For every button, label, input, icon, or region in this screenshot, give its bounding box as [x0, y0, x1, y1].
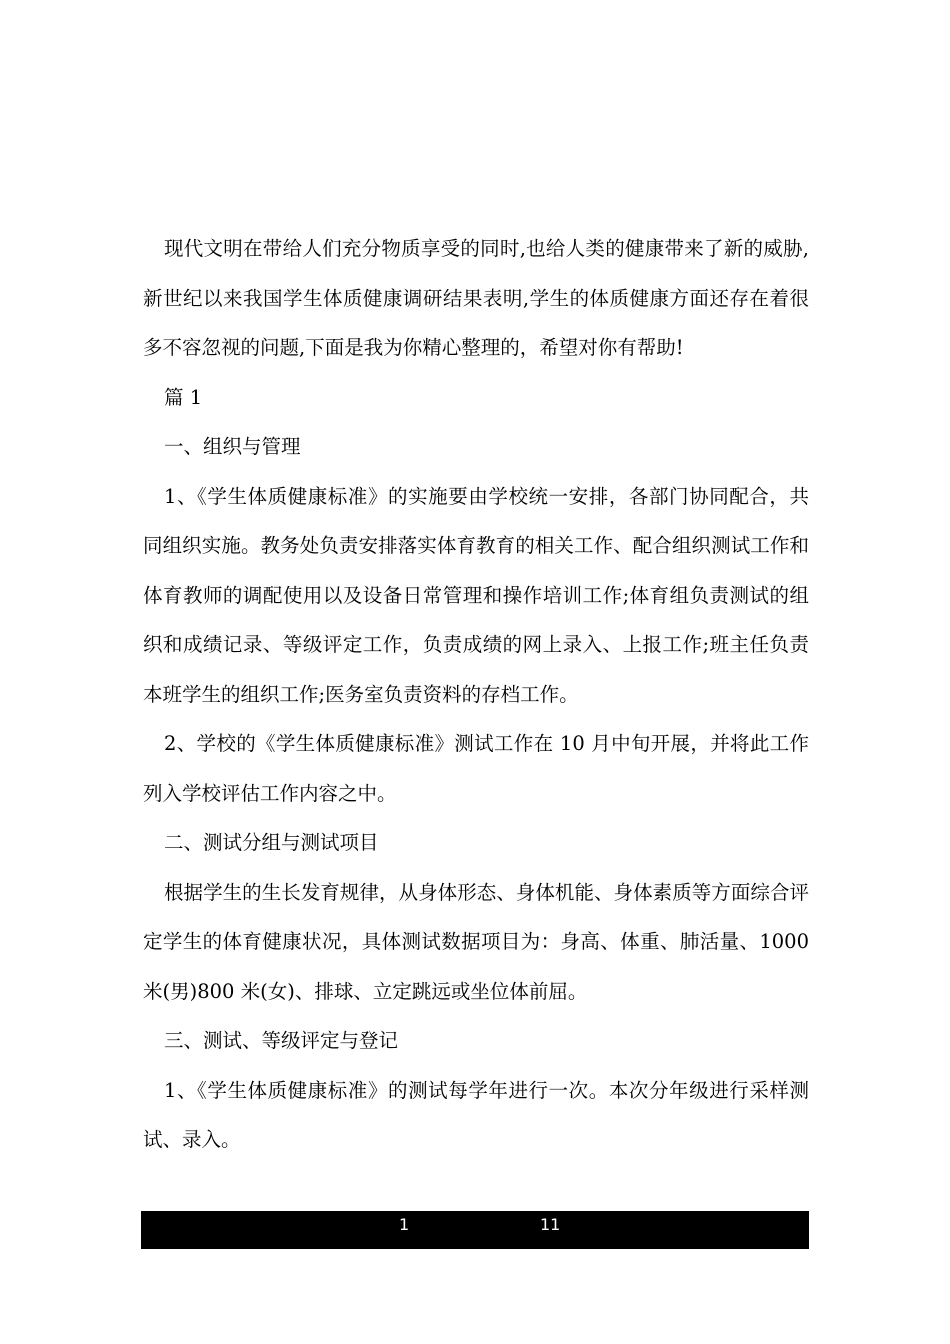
paragraph-implementation: 1、《学生体质健康标准》的实施要由学校统一安排，各部门协同配合，共同组织实施。教务处负责安排落实体育教育的相关工作、配合组织测试工作和体育教师的调配使用以及设备日常管理和操作培训工作;体育组负责测试的组织和成绩记录、等级评定工作，负责成绩的网上录入、上报工作;班主任负责本班学生的组织工作;医务室负责资料的存档工作。 — [143, 484, 809, 706]
page-footer-bar — [141, 1211, 809, 1249]
page-number: 1 — [399, 1215, 410, 1234]
intro-paragraph: 现代文明在带给人们充分物质享受的同时,也给人类的健康带来了新的威胁,新世纪以来我国学生体质健康调研结果表明,学生的体质健康方面还存在着很多不容忽视的问题,下面是我为你精心整理的，希望对你有帮助! — [143, 237, 809, 359]
heading-organization-management: 一、组织与管理 — [164, 435, 301, 458]
heading-test-grouping: 二、测试分组与测试项目 — [164, 831, 379, 854]
document-body — [143, 224, 809, 1165]
heading-test-grading: 三、测试、等级评定与登记 — [164, 1029, 399, 1052]
page-total: 11 — [540, 1215, 561, 1234]
paragraph-test-frequency: 1、《学生体质健康标准》的测试每学年进行一次。本次分年级进行采样测试、录入。 — [143, 1078, 809, 1151]
section-label-pian-1: 篇 1 — [164, 385, 203, 409]
paragraph-test-schedule: 2、学校的《学生体质健康标准》测试工作在 10 月中旬开展，并将此工作列入学校评估工作内容之中。 — [143, 732, 809, 805]
paragraph-test-items: 根据学生的生长发育规律，从身体形态、身体机能、身体素质等方面综合评定学生的体育健康状况，具体测试数据项目为：身高、体重、肺活量、1000 米(男)800 米(女)、排球、立定跳远或坐位体前屈。 — [143, 880, 809, 1003]
